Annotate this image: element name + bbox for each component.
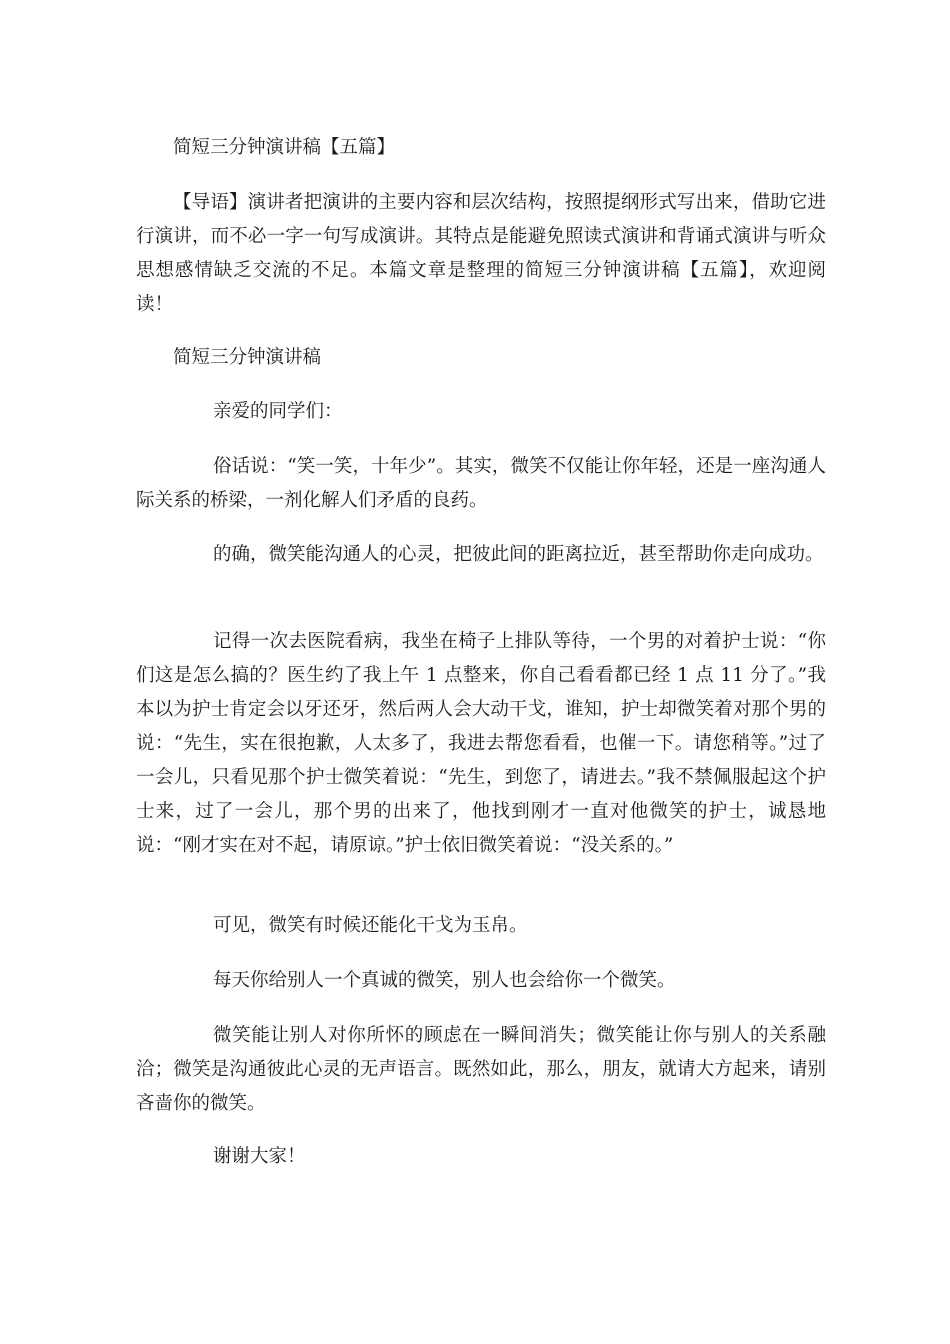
paragraph-2: 的确，微笑能沟通人的心灵，把彼此间的距离拉近，甚至帮助你走向成功。 (213, 544, 824, 565)
intro-paragraph: 【导语】演讲者把演讲的主要内容和层次结构，按照提纲形式写出来，借助它进行演讲，而不必一字一句写成演讲。其特点是能避免照读式演讲和背诵式演讲与听众思想感情缺乏交流的不足。本篇文章是整理的简短三分钟演讲稿【五篇】，欢迎阅读！ (136, 192, 826, 315)
paragraph-7: 谢谢大家！ (213, 1146, 306, 1167)
paragraph-5: 每天你给别人一个真诚的微笑，别人也会给你一个微笑。 (213, 970, 676, 991)
paragraph-6: 微笑能让别人对你所怀的顾虑在一瞬间消失；微笑能让你与别人的关系融洽；微笑是沟通彼此心灵的无声语言。既然如此，那么，朋友，就请大方起来，请别吝啬你的微笑。 (136, 1025, 826, 1114)
greeting: 亲爱的同学们： (213, 401, 343, 422)
paragraph-1: 俗话说：“笑一笑，十年少”。其实，微笑不仅能让你年轻，还是一座沟通人际关系的桥梁，一剂化解人们矛盾的良药。 (136, 456, 826, 511)
document-title: 简短三分钟演讲稿【五篇】 (173, 137, 396, 158)
paragraph-4: 可见，微笑有时候还能化干戈为玉帛。 (213, 915, 528, 936)
section-title: 简短三分钟演讲稿 (173, 347, 322, 368)
paragraph-3: 记得一次去医院看病，我坐在椅子上排队等待，一个男的对着护士说：“你们这是怎么搞的？医生约了我上午 1 点整来，你自己看看都已经 1 点 11 分了。”我本以为护士肯定会以牙还牙，然后两人会大动干戈，谁知，护士却微笑着对那个男的说：“先生，实在很抱歉，人太多了，我进去帮您看看，也催一下。请您稍等。”过了一会儿，只看见那个护士微笑着说：“先生，到您了，请进去。”我不禁佩服起这个护士来，过了一会儿，那个男的出来了，他找到刚才一直对他微笑的护士，诚恳地说：“刚才实在对不起，请原谅。”护士依旧微笑着说：“没关系的。” (136, 631, 826, 856)
